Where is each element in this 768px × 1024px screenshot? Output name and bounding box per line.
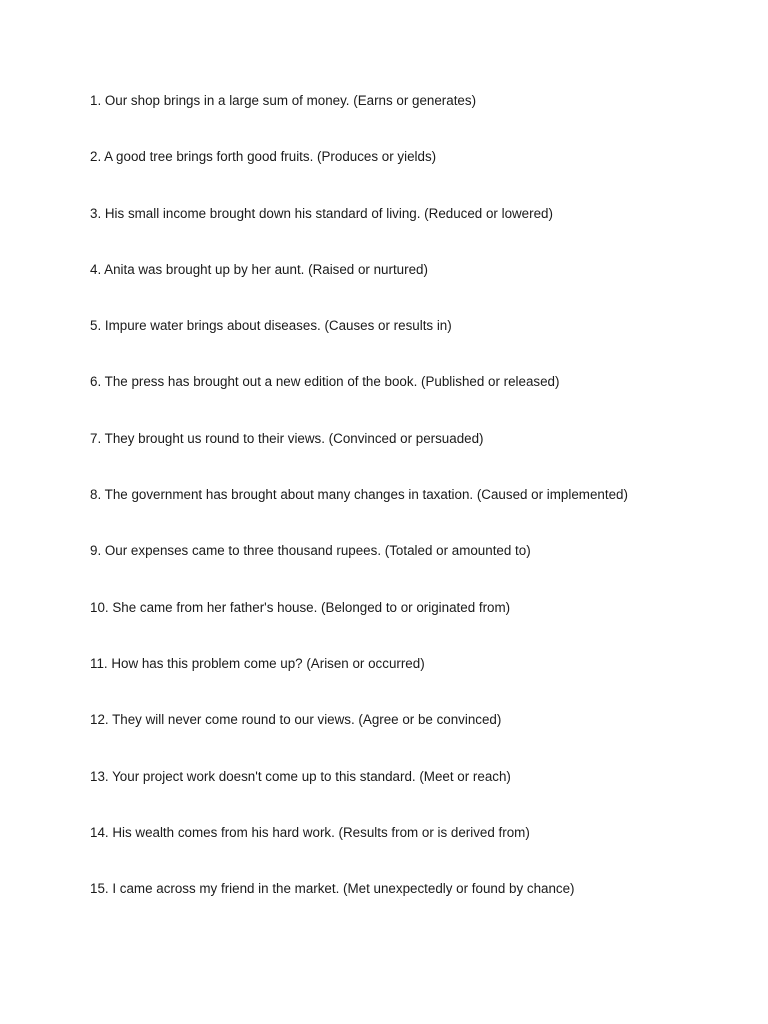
list-item: 3. His small income brought down his standard of living. (Reduced or lowered): [90, 205, 553, 221]
list-item: 5. Impure water brings about diseases. (Causes or results in): [90, 318, 452, 334]
list-item: 11. How has this problem come up? (Arisen or occurred): [90, 655, 425, 671]
list-item: 15. I came across my friend in the market. (Met unexpectedly or found by chance): [90, 881, 575, 897]
list-item: 7. They brought us round to their views. (Convinced or persuaded): [90, 430, 484, 446]
list-item: 1. Our shop brings in a large sum of money. (Earns or generates): [90, 93, 477, 108]
list-item: 10. She came from her father's house. (Belonged to or originated from): [90, 599, 511, 615]
list-item: 13. Your project work doesn't come up to this standard. (Meet or reach): [90, 768, 511, 784]
list-item: 2. A good tree brings forth good fruits. (Produces or yields): [90, 149, 437, 165]
list-item: 14. His wealth comes from his hard work. (Results from or is derived from): [90, 824, 530, 840]
list-item: 12. They will never come round to our views. (Agree or be convinced): [90, 712, 502, 728]
list-item: 4. Anita was brought up by her aunt. (Raised or nurtured): [90, 261, 428, 277]
list-item: 8. The government has brought about many changes in taxation. (Caused or implemented): [90, 487, 628, 503]
sentence-list: [90, 92, 750, 936]
list-item: 9. Our expenses came to three thousand rupees. (Totaled or amounted to): [90, 543, 531, 559]
list-item: 6. The press has brought out a new edition of the book. (Published or released): [90, 374, 560, 390]
